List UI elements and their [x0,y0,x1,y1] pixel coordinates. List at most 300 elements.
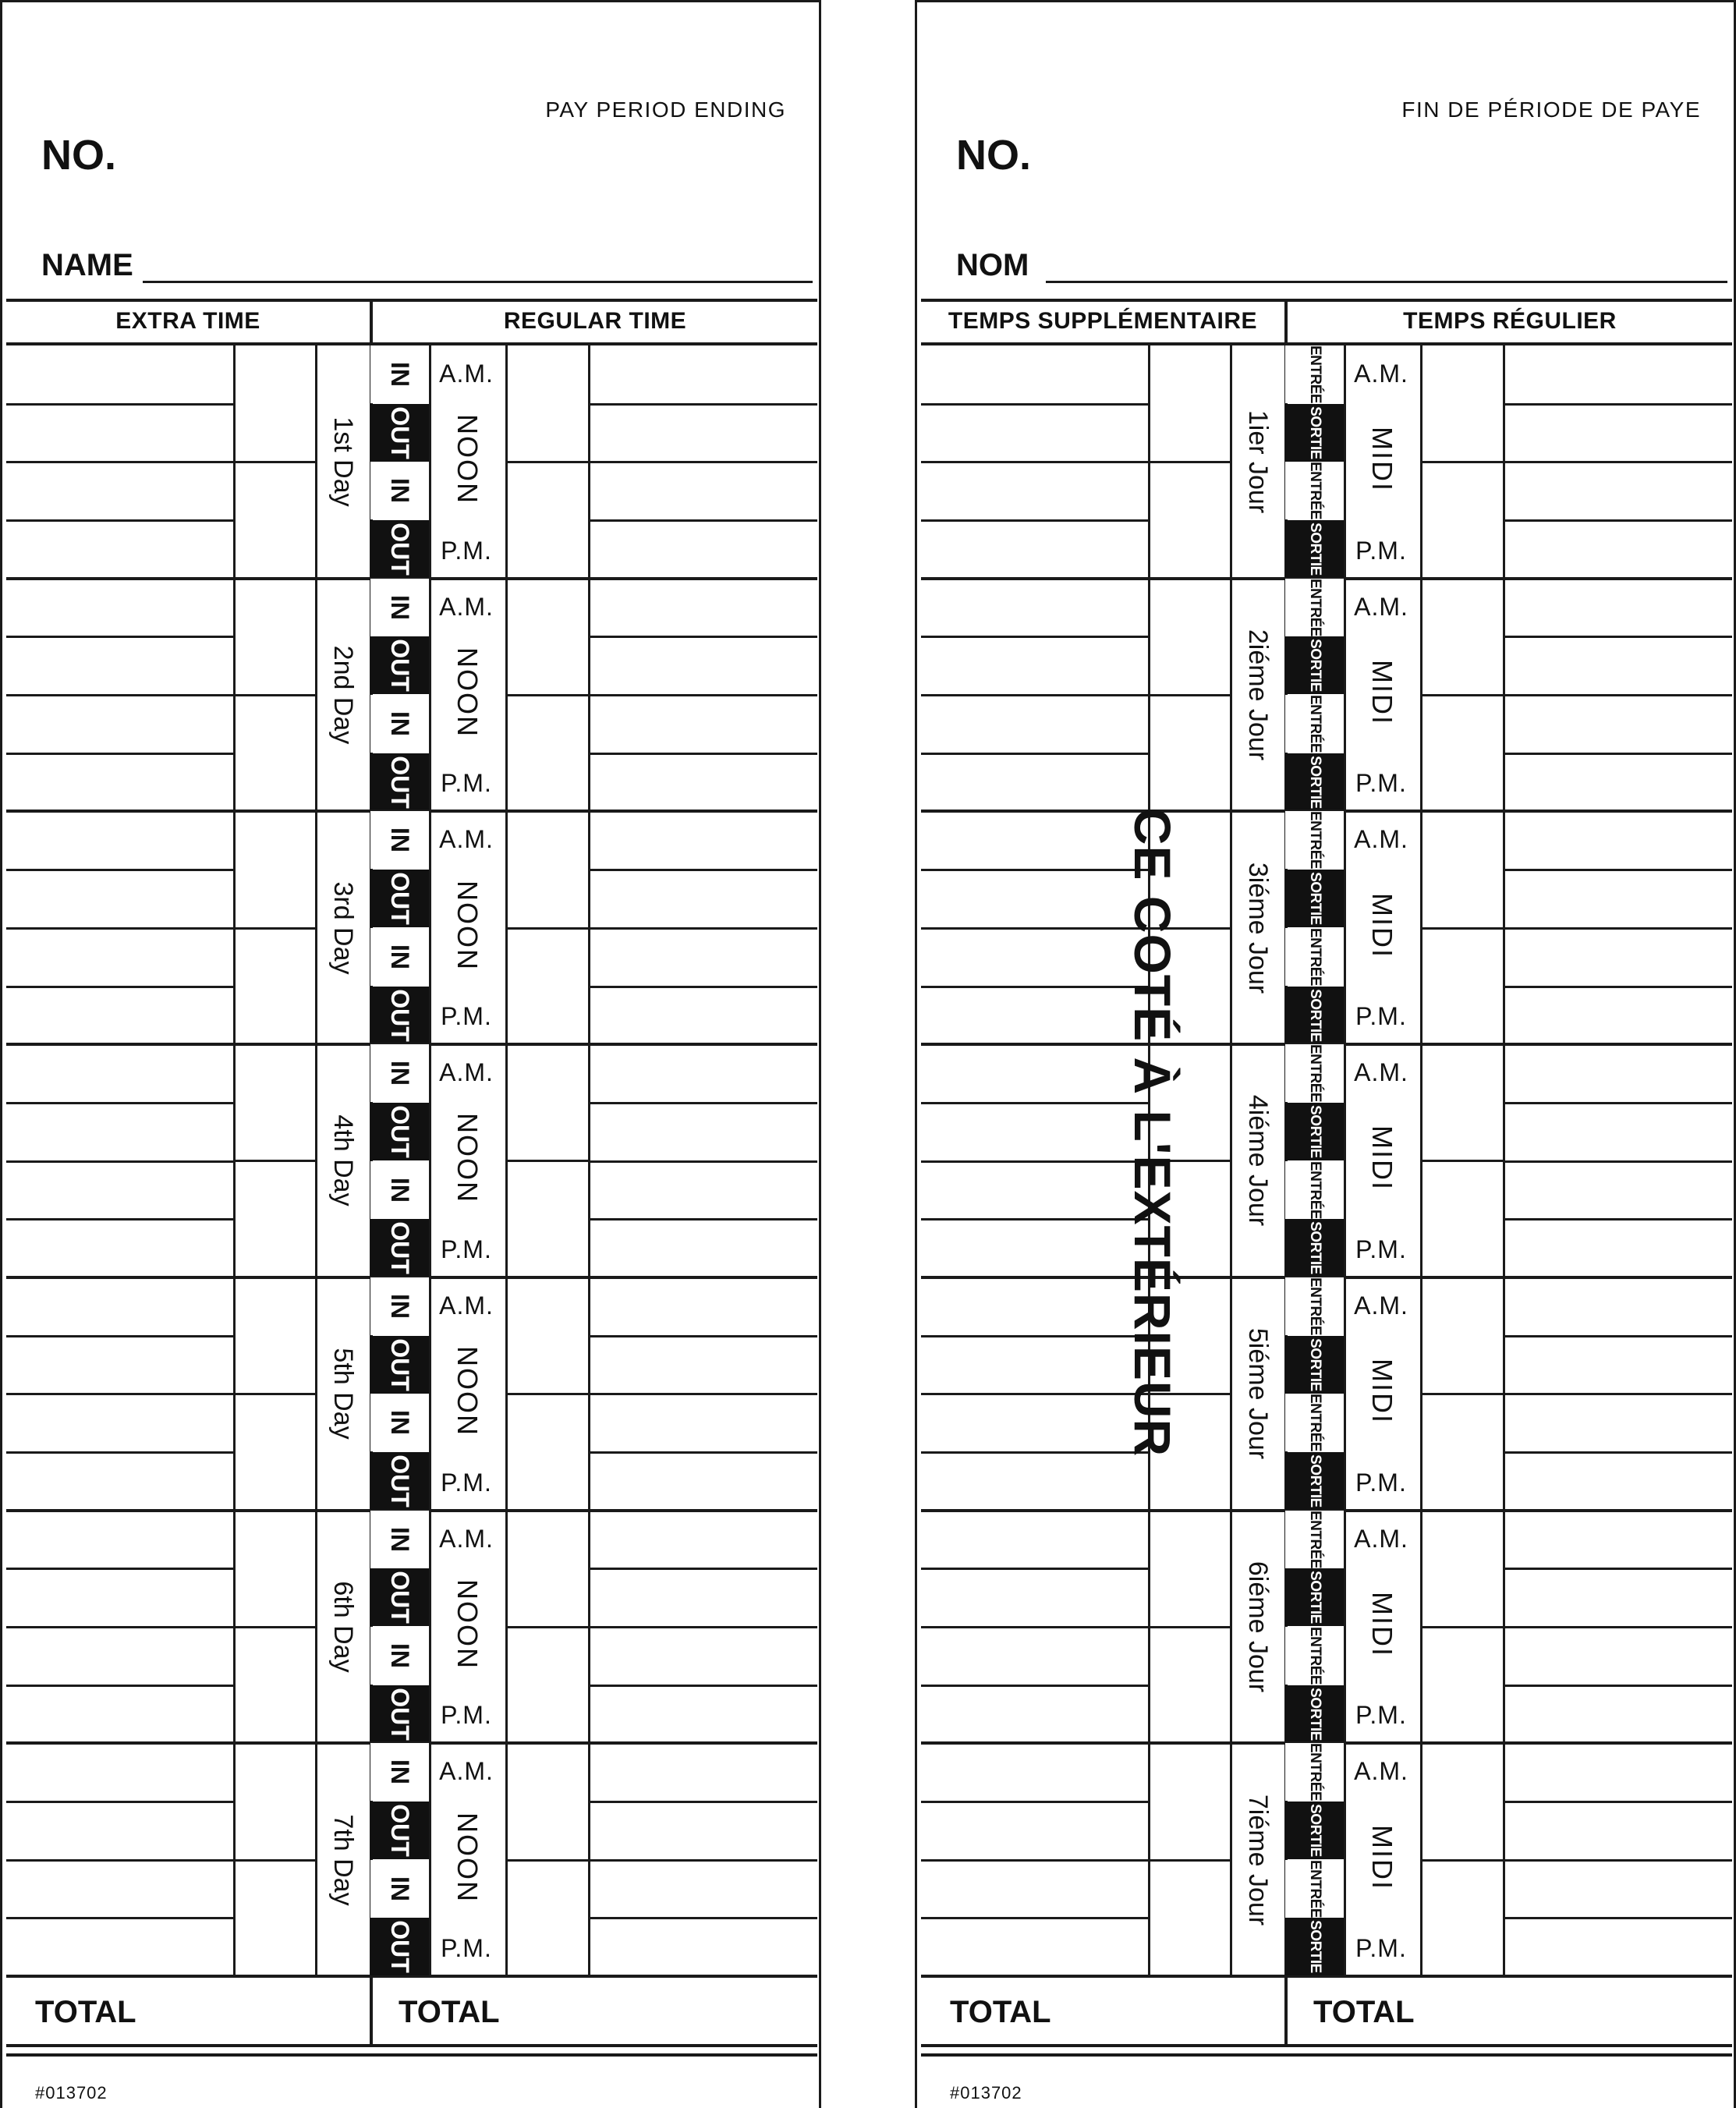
time-card-french [915,0,1736,2108]
entry-line[interactable] [590,636,817,638]
entry-line[interactable] [1420,461,1503,463]
pay-period-label: FIN DE PÉRIODE DE PAYE [1401,97,1701,122]
entry-line[interactable] [590,1335,817,1337]
entry-line[interactable] [921,1626,1148,1628]
entry-line[interactable] [590,1568,817,1570]
out-label: OUT [385,1337,414,1391]
in-label: ENTRÉE [1306,1277,1323,1335]
pm-label: P.M. [1355,1235,1407,1263]
am-label: A.M. [439,360,494,388]
day-label: 4iéme Jour [1243,1095,1273,1227]
in-punch-slot [1285,1860,1344,1918]
day-label: 7iéme Jour [1243,1794,1273,1926]
out-punch-slot [370,987,429,1044]
entry-line[interactable] [6,869,233,871]
entry-line[interactable] [6,636,233,638]
entry-line[interactable] [233,1859,315,1862]
entry-line[interactable] [590,986,817,988]
out-punch-slot [370,636,429,694]
am-label: A.M. [1354,1524,1408,1553]
entry-line[interactable] [1148,1626,1230,1628]
entry-line[interactable] [1505,636,1732,638]
in-punch-slot [1285,1627,1344,1685]
out-punch-slot [1285,1219,1344,1277]
in-label: ENTRÉE [1306,1859,1323,1918]
entry-line[interactable] [921,519,1148,522]
name-label: NOM [956,248,1029,282]
am-label: A.M. [439,1058,494,1087]
day-label: 2iéme Jour [1243,629,1273,761]
day-label: 3iéme Jour [1243,862,1273,994]
in-punch-slot [370,811,429,869]
in-punch-slot [370,1743,429,1801]
pay-period-label: PAY PERIOD ENDING [545,97,786,122]
outside-notice: CE COTÉ À L'EXTÉRIEUR [1124,807,1182,1458]
entry-line[interactable] [6,1451,233,1454]
entry-line[interactable] [921,1393,1148,1395]
entry-line[interactable] [6,986,233,988]
out-punch-slot [1285,987,1344,1044]
out-punch-slot [370,1103,429,1160]
out-punch-slot [370,520,429,578]
in-label: IN [385,944,414,969]
entry-line[interactable] [6,1102,233,1104]
day-label: 6iéme Jour [1243,1561,1273,1692]
out-label: SORTIE [1306,755,1323,809]
pm-label: P.M. [441,1002,492,1031]
in-punch-slot [1285,1394,1344,1451]
entry-line[interactable] [1505,461,1732,463]
am-label: A.M. [439,1524,494,1553]
entry-line[interactable] [921,1859,1148,1862]
am-label: A.M. [439,592,494,621]
noon-label: NOON [452,1578,484,1670]
noon-label: NOON [452,1812,484,1903]
regular-total-label: TOTAL [1313,1995,1415,2029]
am-label: A.M. [439,1291,494,1320]
in-label: ENTRÉE [1306,462,1323,520]
in-label: IN [385,1642,414,1668]
noon-label: NOON [452,414,484,505]
noon-label: NOON [452,1113,484,1204]
column-divider [1344,345,1346,1976]
extra-total-label: TOTAL [35,1995,136,2029]
entry-line[interactable] [590,1685,817,1687]
out-label: OUT [385,1920,414,1974]
out-punch-slot [370,753,429,811]
in-punch-slot [1285,811,1344,869]
out-punch-slot [1285,404,1344,462]
in-label: ENTRÉE [1306,811,1323,870]
am-label: A.M. [1354,1291,1408,1320]
noon-label: MIDI [1366,1824,1398,1890]
entry-line[interactable] [505,1626,588,1628]
time-card-english [0,0,821,2108]
day-label: 2nd Day [328,645,358,745]
pm-label: P.M. [1355,536,1407,565]
form-number: #013702 [35,2083,108,2103]
out-punch-slot [370,1336,429,1394]
out-punch-slot [370,1452,429,1510]
in-punch-slot [370,345,429,403]
entry-line[interactable] [921,1160,1148,1163]
out-label: SORTIE [1306,1571,1323,1624]
extra-time-header: TEMPS SUPPLÉMENTAIRE [948,308,1258,334]
entry-line[interactable] [921,753,1148,755]
extra-total-label: TOTAL [950,1995,1051,2029]
out-label: SORTIE [1306,872,1323,925]
regular-time-header: TEMPS RÉGULIER [1403,308,1617,334]
entry-line[interactable] [1420,927,1503,930]
entry-line[interactable] [1505,927,1732,930]
in-punch-slot [1285,579,1344,636]
in-label: IN [385,1759,414,1785]
in-label: IN [385,1526,414,1552]
in-punch-slot [1285,1044,1344,1102]
out-label: OUT [385,639,414,693]
noon-label: MIDI [1366,427,1398,493]
day-label: 4th Day [328,1114,358,1207]
entry-line[interactable] [590,1160,817,1163]
entry-line[interactable] [1505,1335,1732,1337]
out-label: SORTIE [1306,1920,1323,1974]
out-label: SORTIE [1306,523,1323,576]
in-label: IN [385,362,414,387]
extra-time-header: EXTRA TIME [115,308,260,334]
entry-line[interactable] [1505,1685,1732,1687]
entry-line[interactable] [590,753,817,755]
entry-line[interactable] [6,753,233,755]
day-label: 1st Day [328,416,358,507]
entry-line[interactable] [590,1393,817,1395]
out-punch-slot [1285,1103,1344,1160]
entry-line[interactable] [6,1393,233,1395]
entry-line[interactable] [590,1626,817,1628]
noon-label: NOON [452,647,484,739]
in-label: ENTRÉE [1306,345,1323,403]
out-label: SORTIE [1306,1221,1323,1275]
day-label: 1ier Jour [1243,410,1273,514]
in-punch-slot [370,1511,429,1568]
in-punch-slot [370,695,429,753]
entry-line[interactable] [6,1626,233,1628]
entry-line[interactable] [590,1102,817,1104]
name-label: NAME [41,248,133,282]
pm-label: P.M. [441,1235,492,1263]
entry-line[interactable] [921,1335,1148,1337]
rule-line [921,2053,1732,2057]
in-label: ENTRÉE [1306,927,1323,986]
out-label: OUT [385,988,414,1042]
in-punch-slot [1285,1161,1344,1219]
entry-line[interactable] [6,927,233,930]
in-punch-slot [1285,1277,1344,1335]
out-label: OUT [385,1687,414,1741]
entry-line[interactable] [590,461,817,463]
in-label: IN [385,827,414,853]
am-label: A.M. [1354,1058,1408,1087]
entry-line[interactable] [1505,1393,1732,1395]
entry-line[interactable] [590,927,817,930]
entry-line[interactable] [505,694,588,696]
entry-line[interactable] [233,694,315,696]
column-divider [315,345,317,1976]
entry-line[interactable] [921,869,1148,871]
am-label: A.M. [1354,1757,1408,1786]
time-grid [921,299,1732,2089]
out-label: OUT [385,523,414,576]
out-punch-slot [1285,636,1344,694]
entry-line[interactable] [921,636,1148,638]
entry-line[interactable] [1420,1393,1503,1395]
pm-label: P.M. [441,1933,492,1962]
entry-line[interactable] [233,1626,315,1628]
entry-line[interactable] [1420,1626,1503,1628]
entry-line[interactable] [1148,694,1230,696]
entry-line[interactable] [6,1218,233,1221]
entry-line[interactable] [590,403,817,406]
entry-line[interactable] [6,403,233,406]
entry-line[interactable] [1420,1160,1503,1162]
out-label: SORTIE [1306,1804,1323,1857]
in-punch-slot [1285,1511,1344,1568]
entry-line[interactable] [6,694,233,696]
entry-line[interactable] [6,1685,233,1687]
in-label: ENTRÉE [1306,1394,1323,1452]
out-label: OUT [385,1221,414,1274]
out-label: SORTIE [1306,406,1323,459]
out-label: SORTIE [1306,988,1323,1042]
in-label: ENTRÉE [1306,1510,1323,1568]
day-label: 3rd Day [328,881,358,975]
in-label: ENTRÉE [1306,1160,1323,1219]
out-punch-slot [1285,870,1344,927]
entry-line[interactable] [6,461,233,463]
entry-line[interactable] [233,1160,315,1162]
in-label: ENTRÉE [1306,1626,1323,1685]
column-divider [1230,345,1232,1976]
out-punch-slot [1285,1568,1344,1626]
entry-line[interactable] [505,1393,588,1395]
entry-line[interactable] [921,1917,1148,1919]
name-field-line[interactable] [1046,281,1727,283]
out-punch-slot [1285,520,1344,578]
in-label: ENTRÉE [1306,695,1323,753]
rule-line [921,299,1732,302]
in-label: IN [385,1061,414,1086]
pm-label: P.M. [1355,769,1407,798]
entry-line[interactable] [1505,1451,1732,1454]
noon-label: NOON [452,880,484,971]
out-punch-slot [370,1568,429,1626]
day-label: 7th Day [328,1813,358,1906]
entry-line[interactable] [921,927,1148,930]
entry-line[interactable] [1148,461,1230,463]
entry-line[interactable] [1505,1218,1732,1221]
entry-line[interactable] [505,1859,588,1862]
entry-line[interactable] [590,519,817,522]
regular-total-label: TOTAL [399,1995,500,2029]
entry-line[interactable] [921,1218,1148,1221]
entry-line[interactable] [1505,1102,1732,1104]
entry-line[interactable] [1505,1568,1732,1570]
regular-time-header: REGULAR TIME [503,308,687,334]
out-label: OUT [385,756,414,809]
card-number-label: NO. [41,132,117,179]
noon-label: MIDI [1366,660,1398,726]
in-punch-slot [1285,345,1344,403]
out-punch-slot [1285,753,1344,811]
pm-label: P.M. [441,769,492,798]
entry-line[interactable] [921,1102,1148,1104]
in-punch-slot [370,1627,429,1685]
in-label: IN [385,1177,414,1203]
entry-line[interactable] [921,403,1148,406]
out-label: SORTIE [1306,639,1323,693]
rule-line [6,299,817,302]
am-label: A.M. [1354,825,1408,854]
out-punch-slot [1285,1802,1344,1859]
entry-line[interactable] [590,694,817,696]
in-label: ENTRÉE [1306,1044,1323,1103]
entry-line[interactable] [590,1859,817,1862]
entry-line[interactable] [921,461,1148,463]
in-label: IN [385,1410,414,1436]
out-label: OUT [385,872,414,925]
entry-line[interactable] [6,1160,233,1163]
entry-line[interactable] [233,461,315,463]
entry-line[interactable] [921,694,1148,696]
in-label: ENTRÉE [1306,1743,1323,1802]
in-label: IN [385,1876,414,1901]
entry-line[interactable] [1505,1801,1732,1803]
entry-line[interactable] [590,1801,817,1803]
in-punch-slot [370,1394,429,1451]
entry-line[interactable] [6,1917,233,1919]
pm-label: P.M. [441,1701,492,1730]
out-punch-slot [370,1802,429,1859]
entry-line[interactable] [505,1160,588,1162]
entry-line[interactable] [233,927,315,930]
out-punch-slot [370,1685,429,1743]
in-punch-slot [1285,928,1344,986]
in-punch-slot [1285,1743,1344,1801]
entry-line[interactable] [1420,694,1503,696]
entry-line[interactable] [921,1801,1148,1803]
in-label: ENTRÉE [1306,578,1323,636]
in-punch-slot [1285,695,1344,753]
in-punch-slot [370,462,429,519]
in-label: IN [385,594,414,620]
out-label: SORTIE [1306,1454,1323,1507]
entry-line[interactable] [1505,403,1732,406]
entry-line[interactable] [590,869,817,871]
rule-line [921,2044,1732,2047]
noon-label: MIDI [1366,1591,1398,1657]
out-label: SORTIE [1306,1337,1323,1391]
entry-line[interactable] [1505,1859,1732,1862]
rule-line [6,2053,817,2057]
noon-label: MIDI [1366,1125,1398,1192]
in-punch-slot [1285,462,1344,519]
entry-line[interactable] [233,1393,315,1395]
in-punch-slot [370,579,429,636]
entry-line[interactable] [1505,1917,1732,1919]
out-label: OUT [385,1571,414,1624]
out-punch-slot [1285,1685,1344,1743]
pm-label: P.M. [1355,1468,1407,1497]
column-divider [429,345,431,1976]
pm-label: P.M. [441,1468,492,1497]
entry-line[interactable] [1505,1626,1732,1628]
entry-line[interactable] [505,927,588,930]
am-label: A.M. [439,825,494,854]
entry-line[interactable] [921,986,1148,988]
day-label: 5th Day [328,1348,358,1440]
entry-line[interactable] [1505,753,1732,755]
out-punch-slot [1285,1918,1344,1975]
day-label: 6th Day [328,1581,358,1673]
pm-label: P.M. [441,536,492,565]
in-label: IN [385,478,414,504]
out-label: OUT [385,1105,414,1158]
out-label: SORTIE [1306,1687,1323,1741]
am-label: A.M. [1354,360,1408,388]
out-punch-slot [370,870,429,927]
form-number: #013702 [950,2083,1022,2103]
entry-line[interactable] [1505,694,1732,696]
time-grid [6,299,817,2089]
out-punch-slot [370,1918,429,1975]
out-punch-slot [1285,1452,1344,1510]
pm-label: P.M. [1355,1002,1407,1031]
entry-line[interactable] [1505,1160,1732,1163]
out-label: OUT [385,406,414,459]
out-punch-slot [1285,1336,1344,1394]
in-label: IN [385,1293,414,1319]
entry-line[interactable] [505,461,588,463]
out-label: SORTIE [1306,1104,1323,1158]
in-label: IN [385,711,414,737]
out-punch-slot [370,1219,429,1277]
am-label: A.M. [1354,592,1408,621]
entry-line[interactable] [1505,986,1732,988]
entry-line[interactable] [921,1568,1148,1570]
entry-line[interactable] [1420,1859,1503,1862]
entry-line[interactable] [921,1451,1148,1454]
entry-line[interactable] [6,1335,233,1337]
entry-line[interactable] [1505,519,1732,522]
entry-line[interactable] [590,1218,817,1221]
entry-line[interactable] [921,1685,1148,1687]
card-number-label: NO. [956,132,1032,179]
in-punch-slot [370,1277,429,1335]
entry-line[interactable] [1505,869,1732,871]
out-label: OUT [385,1804,414,1857]
entry-line[interactable] [1148,1859,1230,1862]
pm-label: P.M. [1355,1933,1407,1962]
noon-label: NOON [452,1346,484,1437]
entry-line[interactable] [6,519,233,522]
day-label: 5iéme Jour [1243,1328,1273,1460]
entry-line[interactable] [6,1568,233,1570]
entry-line[interactable] [590,1917,817,1919]
entry-line[interactable] [6,1859,233,1862]
in-punch-slot [370,1044,429,1102]
entry-line[interactable] [6,1801,233,1803]
name-field-line[interactable] [143,281,813,283]
entry-line[interactable] [590,1451,817,1454]
